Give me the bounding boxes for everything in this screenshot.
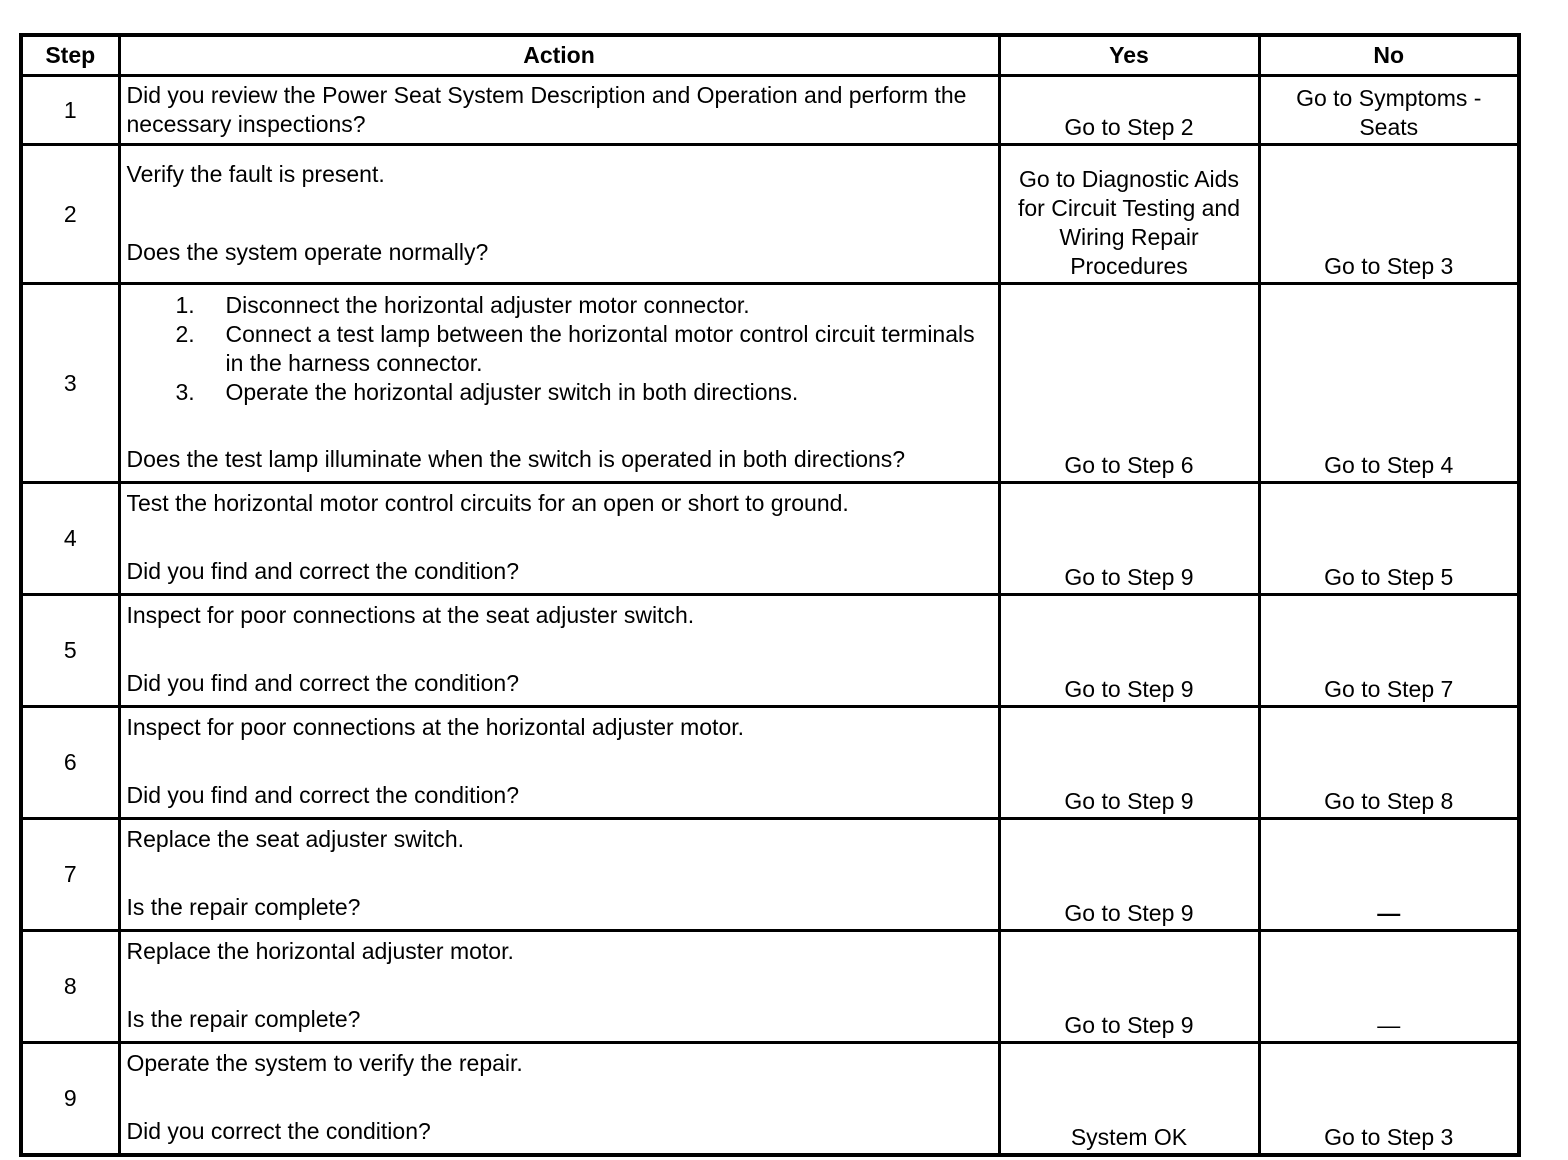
step-number: 1 <box>21 76 119 145</box>
no-cell: Go to Step 8 <box>1259 707 1519 819</box>
yes-cell: Go to Step 9 <box>999 819 1259 931</box>
action-question: Did you find and correct the condition? <box>126 782 520 808</box>
list-item <box>176 378 992 407</box>
action-content <box>127 601 992 698</box>
action-cell <box>119 1043 999 1156</box>
substep-number: 2. <box>175 321 195 347</box>
yes-cell: Go to Step 2 <box>999 76 1259 145</box>
yes-cell: Go to Step 9 <box>999 483 1259 595</box>
table-row <box>21 931 1519 1043</box>
table-header-row <box>21 35 1519 76</box>
action-question: Does the system operate normally? <box>126 239 489 265</box>
action-question: Does the test lamp illuminate when the switch is operated in both directions? <box>126 446 906 472</box>
step-number: 5 <box>21 595 119 707</box>
step-number: 4 <box>21 483 119 595</box>
action-cell <box>119 284 999 483</box>
yes-cell: Go to Step 9 <box>999 707 1259 819</box>
action-cell <box>119 76 999 145</box>
action-content <box>127 489 992 586</box>
no-cell: — <box>1259 931 1519 1043</box>
action-question: Did you correct the condition? <box>126 1118 431 1144</box>
action-cell <box>119 145 999 284</box>
action-cell <box>119 931 999 1043</box>
action-description: Replace the seat adjuster switch. <box>126 826 465 852</box>
step-number: 7 <box>21 819 119 931</box>
substep-text: Connect a test lamp between the horizontal motor control circuit terminals in the harness connector. <box>225 321 975 376</box>
yes-cell: Go to Step 9 <box>999 931 1259 1043</box>
substep-list <box>127 291 992 407</box>
substep-text: Operate the horizontal adjuster switch in both directions. <box>225 379 799 405</box>
action-description: Test the horizontal motor control circuits for an open or short to ground. <box>126 490 849 516</box>
action-cell <box>119 483 999 595</box>
yes-cell: Go to Step 9 <box>999 595 1259 707</box>
substep-text: Disconnect the horizontal adjuster motor connector. <box>225 292 750 318</box>
action-question: Did you find and correct the condition? <box>126 558 520 584</box>
table-row <box>21 76 1519 145</box>
action-content <box>127 291 992 474</box>
action-description: Operate the system to verify the repair. <box>126 1050 523 1076</box>
table-row <box>21 707 1519 819</box>
yes-cell: Go to Step 6 <box>999 284 1259 483</box>
header-yes: Yes <box>999 35 1259 76</box>
table-row <box>21 819 1519 931</box>
step-number: 8 <box>21 931 119 1043</box>
table-row <box>21 284 1519 483</box>
list-item <box>176 320 992 378</box>
table-row <box>21 1043 1519 1156</box>
step-number: 2 <box>21 145 119 284</box>
header-step: Step <box>21 35 119 76</box>
step-number: 6 <box>21 707 119 819</box>
action-description: Inspect for poor connections at the horizontal adjuster motor. <box>126 714 745 740</box>
action-cell <box>119 595 999 707</box>
table-row <box>21 595 1519 707</box>
substep-number: 1. <box>175 292 195 318</box>
step-number: 9 <box>21 1043 119 1156</box>
action-description: Inspect for poor connections at the seat adjuster switch. <box>126 602 695 628</box>
action-description: Did you review the Power Seat System Description and Operation and perform the necessary inspections? <box>126 82 967 137</box>
header-action: Action <box>119 35 999 76</box>
action-description: Verify the fault is present. <box>126 161 385 187</box>
action-content <box>127 1049 992 1146</box>
action-description: Replace the horizontal adjuster motor. <box>126 938 514 964</box>
action-content <box>127 937 992 1034</box>
action-question: Is the repair complete? <box>126 894 361 920</box>
table-row <box>21 483 1519 595</box>
no-cell: Go to Step 5 <box>1259 483 1519 595</box>
action-question: Is the repair complete? <box>126 1006 361 1032</box>
no-cell: — <box>1259 819 1519 931</box>
no-cell: Go to Step 7 <box>1259 595 1519 707</box>
action-content <box>127 160 992 267</box>
action-cell <box>119 819 999 931</box>
substep-number: 3. <box>175 379 195 405</box>
header-no: No <box>1259 35 1519 76</box>
no-cell: Go to Step 4 <box>1259 284 1519 483</box>
no-cell: Go to Step 3 <box>1259 1043 1519 1156</box>
no-cell: Go to Step 3 <box>1259 145 1519 284</box>
action-content <box>127 825 992 922</box>
diagnostic-table <box>19 33 1521 1157</box>
action-question: Did you find and correct the condition? <box>126 670 520 696</box>
no-cell: Go to Symptoms - Seats <box>1259 76 1519 145</box>
yes-cell: Go to Diagnostic Aids for Circuit Testing and Wiring Repair Procedures <box>999 145 1259 284</box>
step-number: 3 <box>21 284 119 483</box>
action-cell <box>119 707 999 819</box>
table-row <box>21 145 1519 284</box>
yes-cell: System OK <box>999 1043 1259 1156</box>
action-content <box>127 713 992 810</box>
list-item <box>176 291 992 320</box>
